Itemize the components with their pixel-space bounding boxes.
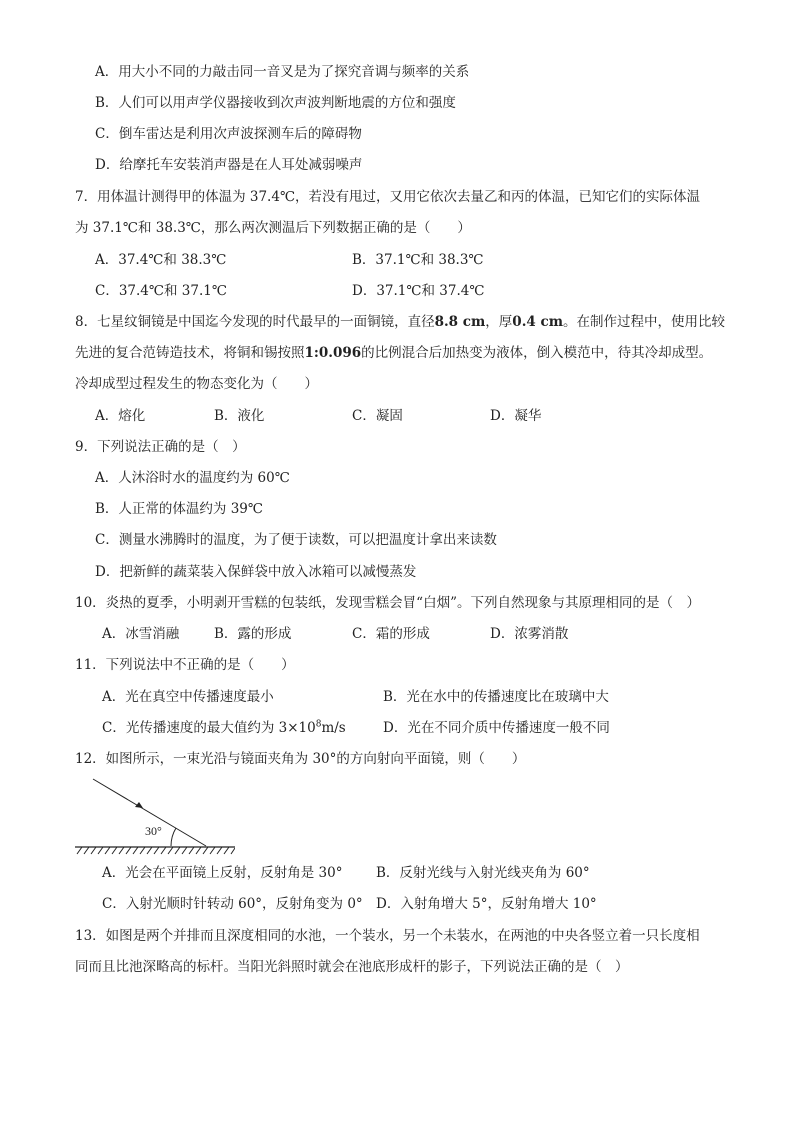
q8-stem-line1 <box>75 312 725 332</box>
q8-stem-line2 <box>75 343 712 363</box>
q8-option-c[interactable]: C．凝固 <box>352 408 403 424</box>
q12-stem: 12．如图所示，一束光沿与镜面夹角为 30°的方向射向平面镜，则（ ） <box>75 751 526 767</box>
angle-arc <box>171 828 176 846</box>
q9-option-d[interactable]: D．把新鲜的蔬菜装入保鲜袋中放入冰箱可以减慢蒸发 <box>95 564 417 580</box>
q9-option-a[interactable]: A．人沐浴时水的温度约为 60℃ <box>95 470 290 486</box>
q8-option-d[interactable]: D．凝华 <box>490 408 542 424</box>
q11-option-a[interactable]: A．光在真空中传播速度最小 <box>102 689 274 705</box>
q8-stem-text-c: ，厚 <box>485 314 513 330</box>
q10-option-d[interactable]: D．浓雾消散 <box>490 626 569 642</box>
q8-option-a[interactable]: A．熔化 <box>95 408 146 424</box>
q11-option-c-text: C．光传播速度的最大值约为 3×10 <box>102 720 316 736</box>
q8-option-b[interactable]: B．液化 <box>214 408 265 424</box>
q9-option-c[interactable]: C．测量水沸腾时的温度，为了便于读数，可以把温度计拿出来读数 <box>95 532 497 548</box>
q11-option-d[interactable]: D．光在不同介质中传播速度一般不同 <box>383 720 610 736</box>
q8-diameter-value: 8.8 cm <box>434 314 486 330</box>
q7-option-d[interactable]: D．37.1℃和 37.4℃ <box>352 283 485 299</box>
q11-stem: 11．下列说法中不正确的是（ ） <box>75 657 295 673</box>
q8-thickness-value: 0.4 cm <box>512 314 563 330</box>
q8-stem-text-a: 8．七星纹铜镜是中国迄今发现的时代最早的一面铜镜，直径 <box>75 314 435 330</box>
q10-option-a[interactable]: A．冰雪消融 <box>102 626 180 642</box>
q8-stem-text-2c: 的比例混合后加热变为液体，倒入模范中，待其冷却成型。 <box>361 345 713 361</box>
q9-stem: 9．下列说法正确的是（ ） <box>75 439 246 455</box>
q11-option-c-unit: m/s <box>321 720 346 736</box>
q6-option-a[interactable]: A．用大小不同的力敲击同一音叉是为了探究音调与频率的关系 <box>95 64 470 80</box>
q8-ratio-value: 1:0.096 <box>304 345 362 361</box>
q10-option-b[interactable]: B．露的形成 <box>214 626 292 642</box>
q6-option-d[interactable]: D．给摩托车安装消声器是在人耳处减弱噪声 <box>95 157 363 173</box>
q9-option-b[interactable]: B．人正常的体温约为 39℃ <box>95 501 263 517</box>
q7-option-c[interactable]: C．37.4℃和 37.1℃ <box>95 283 227 299</box>
mirror-hatching <box>77 847 235 854</box>
q7-stem-line1: 7．用体温计测得甲的体温为 37.4℃，若没有甩过，又用它依次去量乙和丙的体温，已知它们的实际体温 <box>75 189 701 205</box>
q6-option-b[interactable]: B．人们可以用声学仪器接收到次声波判断地震的方位和强度 <box>95 95 456 111</box>
q11-option-c[interactable] <box>102 718 346 738</box>
q7-stem-line2: 为 37.1℃和 38.3℃，那么两次测温后下列数据正确的是（ ） <box>75 220 471 236</box>
q12-option-b[interactable]: B．反射光线与入射光线夹角为 60° <box>376 865 590 881</box>
q13-stem-line1: 13．如图是两个并排而且深度相同的水池，一个装水，另一个未装水，在两池的中央各竖立着一只长度相 <box>75 928 700 944</box>
q11-option-b[interactable]: B．光在水中的传播速度比在玻璃中大 <box>383 689 609 705</box>
q12-option-a[interactable]: A．光会在平面镜上反射，反射角是 30° <box>102 865 343 881</box>
angle-label: 30° <box>145 824 162 838</box>
q8-stem-line3: 冷却成型过程发生的物态变化为（ ） <box>75 376 318 392</box>
q12-option-c[interactable]: C．入射光顺时针转动 60°，反射角变为 0° <box>102 896 363 912</box>
q13-stem-line2: 同而且比池深略高的标杆。当阳光斜照时就会在池底形成杆的影子，下列说法正确的是（ ） <box>75 959 629 975</box>
q12-option-d[interactable]: D．入射角增大 5°，反射角增大 10° <box>376 896 597 912</box>
q10-stem: 10．炎热的夏季，小明剥开雪糕的包装纸，发现雪糕会冒“白烟”。下列自然现象与其原理相同的是（ ） <box>75 595 700 611</box>
q7-option-a[interactable]: A．37.4℃和 38.3℃ <box>95 252 227 268</box>
q12-mirror-figure <box>75 775 235 855</box>
q11-option-c-exponent: 8 <box>315 719 322 730</box>
q6-option-c[interactable]: C．倒车雷达是利用次声波探测车后的障碍物 <box>95 126 362 142</box>
q10-option-c[interactable]: C．霜的形成 <box>352 626 430 642</box>
q7-option-b[interactable]: B．37.1℃和 38.3℃ <box>352 252 484 268</box>
q8-stem-text-2a: 先进的复合范铸造技术，将铜和锡按照 <box>75 345 305 361</box>
q8-stem-text-e: 。在制作过程中，使用比较 <box>563 314 725 330</box>
